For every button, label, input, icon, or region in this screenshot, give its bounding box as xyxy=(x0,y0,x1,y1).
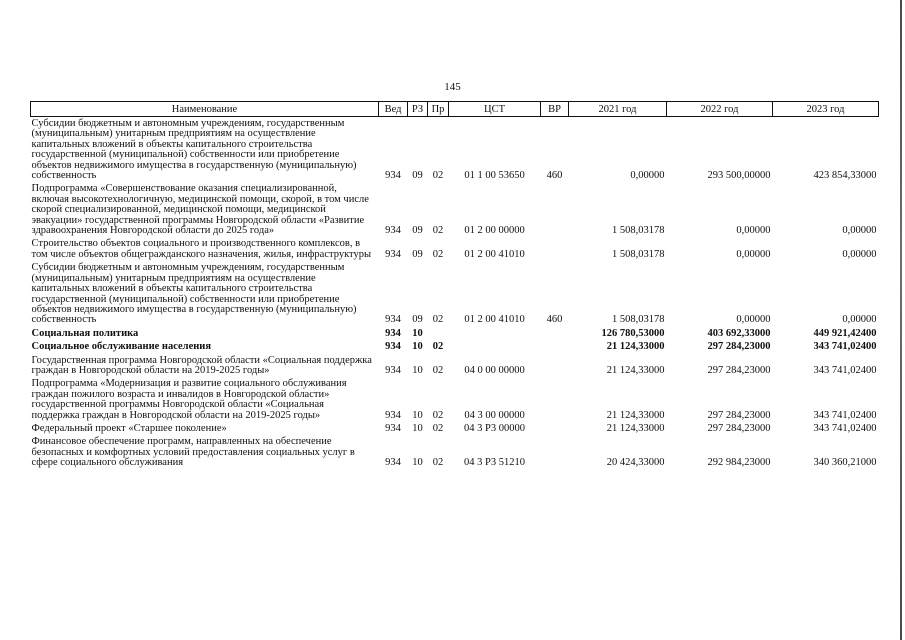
row-cst: 01 2 00 41010 xyxy=(464,248,525,260)
row-rz: 10 xyxy=(412,409,423,421)
row-vr: 460 xyxy=(546,170,563,182)
row-2022: 293 500,00000 xyxy=(707,170,771,182)
row-2022: 0,00000 xyxy=(736,225,771,237)
row-pr: 02 xyxy=(432,364,444,376)
header-rz: РЗ xyxy=(408,102,428,117)
table-body xyxy=(31,117,879,470)
row-name: Федеральный проект «Старшее поколение» xyxy=(31,422,227,434)
row-2023: 423 854,33000 xyxy=(813,170,877,182)
row-2022: 0,00000 xyxy=(736,248,771,260)
row-2021: 21 124,33000 xyxy=(606,364,665,376)
row-pr: 02 xyxy=(432,314,444,326)
row-ved: 934 xyxy=(385,225,401,237)
row-2023: 340 360,21000 xyxy=(813,457,877,469)
row-rz: 10 xyxy=(412,364,423,376)
row-name: Субсидии бюджетным и автономным учреждениям, государственным (муниципальным) унитарным предприятиям на осуществление капитальных вложений в объекты капитального строительства государственной (муниципальной) собственности или приобретение объектов недвижимого имущества в государственную (муниципальную) собственность xyxy=(31,262,357,326)
header-ved: Вед xyxy=(379,102,408,117)
row-pr: 02 xyxy=(432,422,444,434)
row-cst: 01 2 00 41010 xyxy=(464,314,525,326)
row-rz: 10 xyxy=(412,457,423,469)
table-row xyxy=(31,340,879,353)
page-number: 145 xyxy=(444,81,461,93)
row-ved: 934 xyxy=(385,314,401,326)
row-ved: 934 xyxy=(385,364,401,376)
table-row xyxy=(31,237,879,261)
row-2021: 1 508,03178 xyxy=(612,225,665,237)
table-row xyxy=(31,261,879,326)
row-name: Социальная политика xyxy=(31,327,139,339)
row-vr xyxy=(541,237,569,261)
row-cst: 01 2 00 00000 xyxy=(464,225,525,237)
row-vr xyxy=(541,354,569,378)
row-2022: 297 284,23000 xyxy=(707,364,771,376)
row-ved: 934 xyxy=(385,409,401,421)
budget-table xyxy=(30,101,879,470)
table-row xyxy=(31,182,879,237)
row-cst: 04 3 P3 00000 xyxy=(464,422,525,434)
row-name: Субсидии бюджетным и автономным учреждениям, государственным (муниципальным) унитарным предприятиям на осуществление капитальных вложений в объекты капитального строительства государственной (муниципальной) собственности или приобретение объектов недвижимого имущества в государственную (муниципальную) собственность xyxy=(31,118,357,182)
row-ved: 934 xyxy=(385,457,401,469)
row-2023: 343 741,02400 xyxy=(813,409,877,421)
row-cst: 04 0 00 00000 xyxy=(464,364,525,376)
row-cst xyxy=(449,340,541,353)
row-rz: 09 xyxy=(412,225,423,237)
table-row xyxy=(31,117,879,183)
row-2023: 343 741,02400 xyxy=(813,341,877,353)
page-edge-shadow xyxy=(900,0,902,640)
row-2022: 403 692,33000 xyxy=(707,327,771,339)
row-2023: 343 741,02400 xyxy=(813,422,877,434)
row-2021: 1 508,03178 xyxy=(612,314,665,326)
row-ved: 934 xyxy=(385,422,401,434)
row-pr: 02 xyxy=(432,457,444,469)
row-name: Подпрограмма «Совершенствование оказания специализированной, включая высокотехнологичную, медицинской помощи, скорой, в том числе скорой специализированной, медицинской помощи, медицинской эвакуации» государственной программы Новгородской области «Развитие здравоохранения Новгородской области до 2025 года» xyxy=(31,183,369,237)
row-rz: 10 xyxy=(412,341,423,353)
row-vr xyxy=(541,435,569,469)
row-name: Строительство объектов социального и производственного комплексов, в том числе объектов общегражданского назначения, жилья, инфраструктуры xyxy=(31,238,372,260)
table-row xyxy=(31,354,879,378)
row-2023: 449 921,42400 xyxy=(813,327,877,339)
row-pr: 02 xyxy=(432,341,444,353)
row-cst: 04 3 P3 51210 xyxy=(464,457,525,469)
row-name: Социальное обслуживание населения xyxy=(31,341,212,353)
row-cst: 04 3 00 00000 xyxy=(464,409,525,421)
row-cst: 01 1 00 53650 xyxy=(464,170,525,182)
table-header-row xyxy=(31,102,879,117)
row-2022: 297 284,23000 xyxy=(707,409,771,421)
row-ved: 934 xyxy=(385,170,401,182)
row-rz: 10 xyxy=(412,327,423,339)
row-2021: 21 124,33000 xyxy=(606,341,665,353)
row-2021: 20 424,33000 xyxy=(606,457,665,469)
row-2022: 0,00000 xyxy=(736,314,771,326)
row-name: Подпрограмма «Модернизация и развитие социального обслуживания граждан пожилого возраста и инвалидов в Новгородской области» государственной программы Новгородской области «Социальная поддержка граждан в Новгородской области на 2019-2025 годы» xyxy=(31,378,347,421)
row-pr xyxy=(428,327,449,340)
row-vr xyxy=(541,377,569,422)
row-2023: 0,00000 xyxy=(842,314,877,326)
table-row xyxy=(31,422,879,435)
row-vr xyxy=(541,327,569,340)
row-2021: 1 508,03178 xyxy=(612,248,665,260)
row-rz: 09 xyxy=(412,170,423,182)
row-pr: 02 xyxy=(432,225,444,237)
row-2021: 21 124,33000 xyxy=(606,409,665,421)
row-pr: 02 xyxy=(432,409,444,421)
row-rz: 09 xyxy=(412,314,423,326)
row-name: Государственная программа Новгородской области «Социальная поддержка граждан в Новгородской области на 2019-2025 годы» xyxy=(31,354,372,376)
header-vr: ВР xyxy=(541,102,569,117)
header-cst: ЦСТ xyxy=(449,102,541,117)
header-2022: 2022 год xyxy=(667,102,773,117)
row-rz: 09 xyxy=(412,248,423,260)
row-2022: 292 984,23000 xyxy=(707,457,771,469)
header-2023: 2023 год xyxy=(773,102,879,117)
row-ved: 934 xyxy=(385,327,401,339)
row-cst xyxy=(449,327,541,340)
row-2021: 0,00000 xyxy=(630,170,665,182)
row-2022: 297 284,23000 xyxy=(707,422,771,434)
row-vr: 460 xyxy=(546,314,563,326)
table-row xyxy=(31,377,879,422)
header-2021: 2021 год xyxy=(569,102,667,117)
row-vr xyxy=(541,422,569,435)
row-vr xyxy=(541,340,569,353)
row-2021: 126 780,53000 xyxy=(601,327,665,339)
table-row xyxy=(31,435,879,469)
header-pr: Пр xyxy=(428,102,449,117)
row-rz: 10 xyxy=(412,422,423,434)
row-ved: 934 xyxy=(385,248,401,260)
header-name: Наименование xyxy=(31,102,379,117)
row-name: Финансовое обеспечение программ, направленных на обеспечение безопасных и комфортных условий предоставления социальных услуг в сфере социального обслуживания xyxy=(31,436,355,469)
row-2023: 0,00000 xyxy=(842,225,877,237)
row-pr: 02 xyxy=(432,170,444,182)
row-ved: 934 xyxy=(385,341,401,353)
row-2022: 297 284,23000 xyxy=(707,341,771,353)
row-2023: 0,00000 xyxy=(842,248,877,260)
row-2023: 343 741,02400 xyxy=(813,364,877,376)
table-row xyxy=(31,327,879,340)
row-2021: 21 124,33000 xyxy=(606,422,665,434)
row-vr xyxy=(541,182,569,237)
row-pr: 02 xyxy=(432,248,444,260)
